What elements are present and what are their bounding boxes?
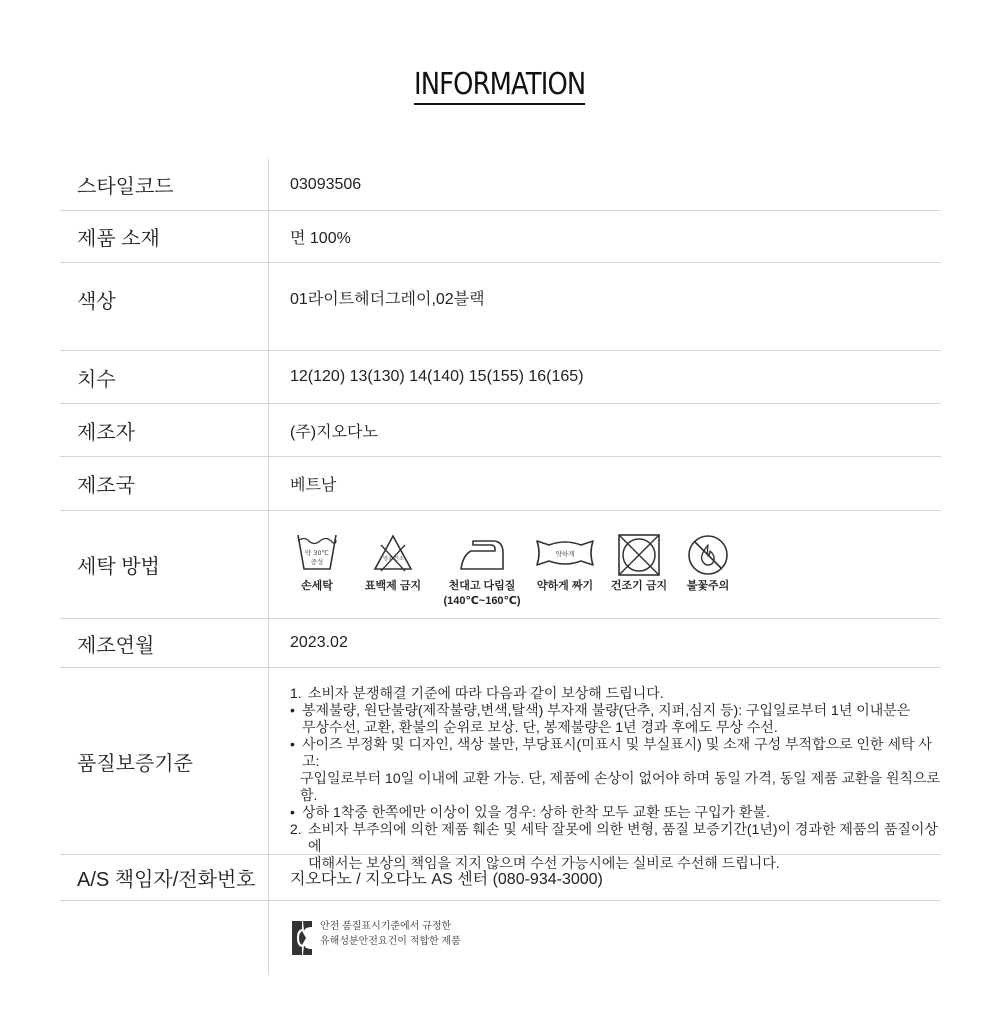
row-size	[60, 351, 941, 404]
quality-item-1: 1. 소비자 분쟁해결 기준에 따라 다음과 같이 보상해 드립니다.	[290, 685, 664, 701]
kc-text-line1: 안전 품질표시기준에서 규정한	[320, 921, 452, 932]
hand-wash-temp: 약 30℃	[305, 549, 329, 557]
row-kc	[60, 901, 941, 975]
value-country: 베트남	[290, 477, 337, 494]
label-style-code: 스타일코드	[60, 159, 269, 210]
care-wring	[533, 533, 597, 594]
row-country	[60, 457, 941, 511]
label-color: 색상	[60, 263, 269, 350]
wring-label: 약하게 짜기	[536, 580, 594, 592]
iron-label-line1: 천대고 다림질	[448, 580, 516, 592]
no-tumble-label: 건조기 금지	[610, 580, 668, 592]
row-washing	[60, 511, 941, 619]
no-tumble-dry-icon	[617, 533, 661, 577]
no-bleach-oxygen: 산소	[394, 556, 404, 562]
value-as: 지오다노 / 지오다노 AS 센터 (080-934-3000)	[290, 871, 603, 888]
gentle-wring-icon	[535, 533, 595, 573]
row-color	[60, 263, 941, 351]
quality-bullet-2: • 사이즈 부정확 및 디자인, 색상 불만, 부당표시(미표시 및 부실표시) 및 소재 구성 부적합으로 인한 세탁 사고:	[290, 736, 932, 769]
quality-bullet-1: • 봉제불량, 원단불량(제작불량,변색,탈색) 부자재 불량(단추, 지퍼,심지 등): 구입일로부터 1년 이내분은	[290, 702, 911, 718]
title-wrap	[0, 68, 1000, 105]
care-no-bleach	[363, 533, 423, 594]
row-style-code	[60, 159, 941, 211]
label-date: 제조연월	[60, 619, 269, 667]
label-material: 제품 소재	[60, 211, 269, 262]
label-manufacturer: 제조자	[60, 404, 269, 456]
iron-label	[443, 579, 520, 609]
care-hand-wash	[295, 533, 339, 594]
value-manufacturer: (주)지오다노	[290, 423, 378, 441]
hand-wash-label: 손세탁	[301, 580, 333, 592]
label-washing: 세탁 방법	[60, 511, 269, 618]
row-date	[60, 619, 941, 668]
label-country: 제조국	[60, 457, 269, 510]
value-style-code: 03093506	[290, 175, 362, 193]
row-as	[60, 855, 941, 901]
value-date: 2023.02	[290, 634, 348, 651]
quality-bullet-2-cont: 구입일로부터 10일 이내에 교환 가능. 단, 제품에 손상이 없어야 하며 동일 가격, 동일 제품 교환을 원칙으로 함.	[300, 770, 941, 803]
flame-caution-icon	[686, 533, 730, 577]
quality-text	[269, 668, 941, 871]
iron-icon	[459, 533, 505, 573]
no-bleach-label: 표백제 금지	[364, 580, 422, 592]
flame-label: 불꽃주의	[686, 580, 730, 592]
no-bleach-chlorine: 염소	[383, 556, 393, 562]
value-size: 12(120) 13(130) 14(140) 15(155) 16(165)	[290, 368, 584, 385]
care-no-tumble	[609, 533, 669, 594]
kc-text-line2: 유해성분안전요건이 적합한 제품	[320, 936, 461, 947]
row-quality	[60, 668, 941, 871]
label-quality: 품질보증기준	[60, 668, 269, 854]
care-symbols	[269, 511, 941, 618]
label-kc-empty	[60, 901, 269, 975]
care-iron	[437, 533, 527, 609]
row-material	[60, 211, 941, 263]
wring-inner: 약하게	[555, 550, 575, 558]
quality-item-2: 2. 소비자 부주의에 의한 제품 훼손 및 세탁 잘못에 의한 변형, 품질 보증기간(1년)이 경과한 제품의 품질이상에	[290, 821, 938, 854]
value-color: 01라이트헤더그레이,02블랙	[290, 291, 485, 308]
iron-label-line2: (140℃~160℃)	[443, 595, 521, 607]
value-material: 면 100%	[290, 230, 351, 247]
quality-bullet-3: • 상하 1착중 한쪽에만 이상이 있을 경우: 상하 한착 모두 교환 또는 구입가 환불.	[290, 804, 770, 820]
kc-certification	[269, 901, 941, 975]
row-manufacturer	[60, 404, 941, 457]
kc-text	[320, 919, 461, 949]
hand-wash-icon	[296, 533, 338, 573]
care-flame	[683, 533, 733, 594]
kc-mark-icon	[290, 919, 314, 957]
hand-wash-neutral: 중성	[310, 558, 324, 566]
quality-item-2-cont: 대해서는 보상의 책임을 지지 않으며 수선 가능시에는 실비로 수선해 드립니다.	[308, 855, 780, 871]
page-title: INFORMATION	[414, 68, 585, 105]
no-bleach-icon	[373, 533, 413, 573]
information-table	[60, 159, 941, 975]
quality-bullet-1-cont: 무상수선, 교환, 환불의 순위로 보상. 단, 봉제불량은 1년 경과 후에도 무상 수선.	[302, 719, 778, 735]
label-as: A/S 책임자/전화번호	[60, 855, 269, 900]
label-size: 치수	[60, 351, 269, 403]
